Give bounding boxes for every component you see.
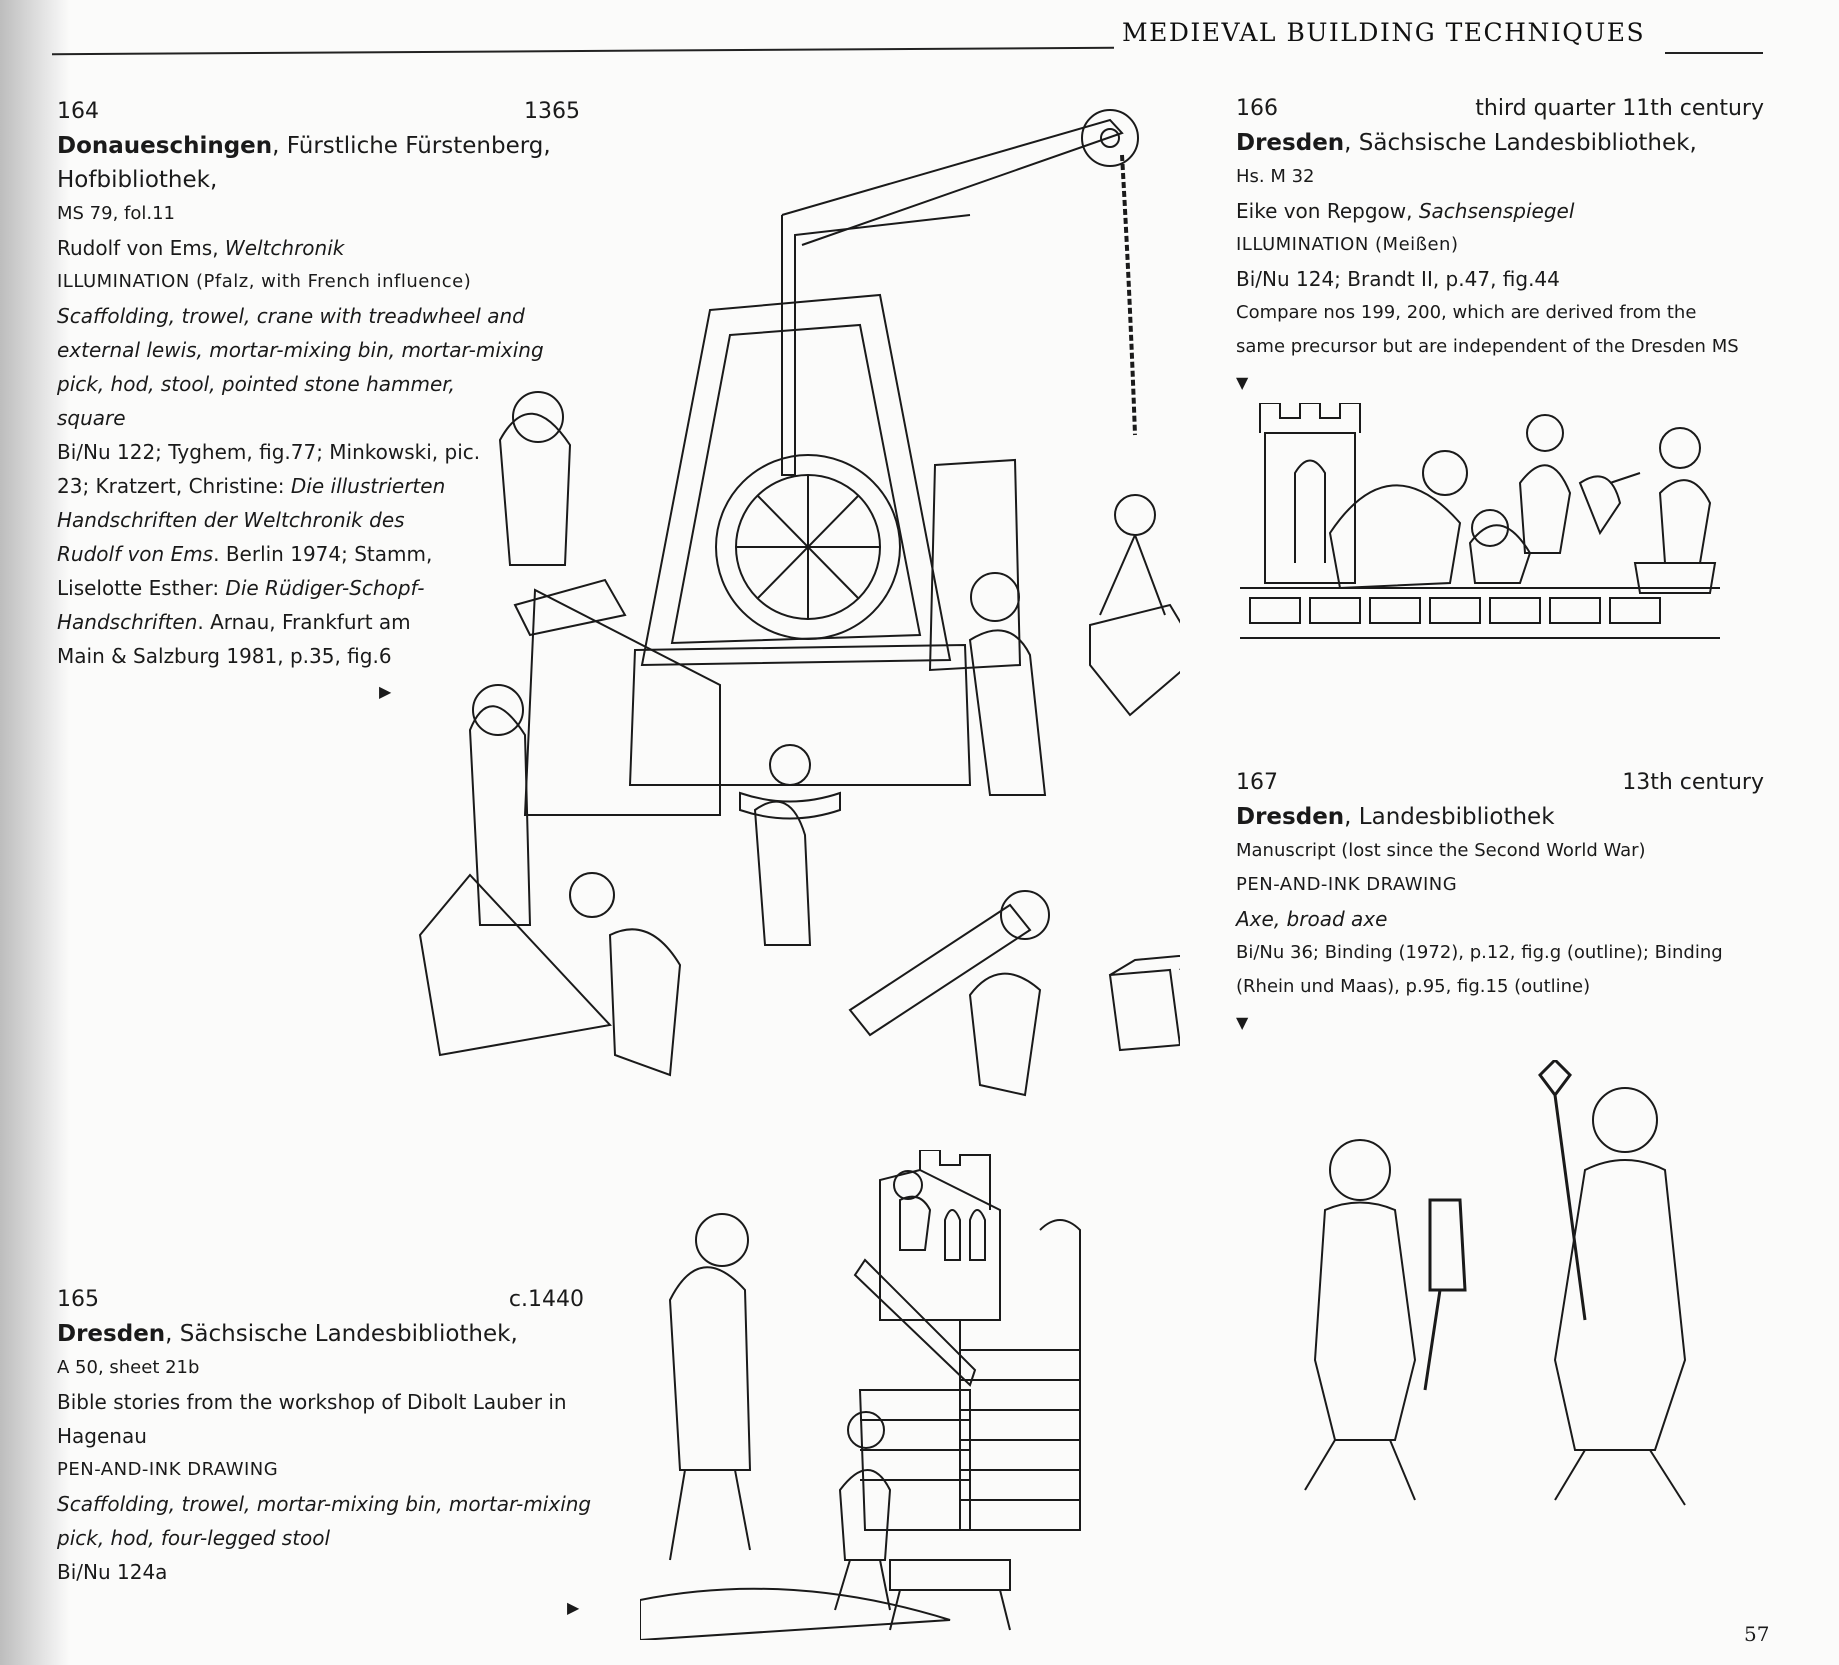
header-rule-left [52, 47, 1114, 55]
entry-work-line: Hagenau [57, 1424, 147, 1448]
entry-references: Bi/Nu 124; Brandt II, p.47, fig.44 [1236, 267, 1560, 291]
entry-medium: PEN-AND-INK DRAWING [57, 1459, 279, 1480]
entry-date: 13th century [1622, 770, 1764, 795]
illustration-164-crane [410, 95, 1180, 1125]
entry-number: 167 [1236, 770, 1278, 795]
entry-166 [1236, 92, 1764, 400]
entry-date: c.1440 [508, 1287, 584, 1312]
arrow-down-icon: ▼ [1236, 1013, 1249, 1032]
illustration-166-sachsenspiegel [1240, 403, 1740, 673]
running-header: MEDIEVAL BUILDING TECHNIQUES [1122, 18, 1646, 47]
entry-references-line: Bi/Nu 122; Tyghem, fig.77; Minkowski, pic. [57, 440, 481, 464]
entry-work: Eike von Repgow, Sachsenspiegel [1236, 199, 1575, 223]
axe-figures-drawing [1255, 1060, 1725, 1510]
entry-165 [57, 1283, 592, 1625]
entry-references-line: Handschriften. Arnau, Frankfurt am [57, 610, 411, 634]
entry-note-line: Compare nos 199, 200, which are derived from the [1236, 302, 1697, 323]
entry-keywords-line: Scaffolding, trowel, crane with treadwheel and [57, 304, 525, 328]
entry-keywords-line: square [57, 406, 126, 430]
illustration-165-tower [640, 1150, 1105, 1640]
entry-references: Bi/Nu 124a [57, 1560, 168, 1584]
entry-work: Rudolf von Ems, Weltchronik [57, 236, 345, 260]
entry-location: Dresden, Sächsische Landesbibliothek, [57, 1321, 518, 1347]
entry-references-line: 23; Kratzert, Christine: Die illustrierten [57, 474, 446, 498]
entry-references-line: (Rhein und Maas), p.95, fig.15 (outline) [1236, 976, 1591, 997]
entry-references-line: Main & Salzburg 1981, p.35, fig.6 [57, 644, 392, 668]
entry-date: third quarter 11th century [1475, 96, 1764, 121]
entry-keywords-line: pick, hod, four-legged stool [57, 1526, 331, 1550]
entry-location: Dresden, Sächsische Landesbibliothek, [1236, 130, 1697, 156]
entry-keywords-line: Scaffolding, trowel, mortar-mixing bin, mortar-mixing [57, 1492, 592, 1516]
entry-167 [1236, 766, 1764, 1040]
entry-shelfmark: Manuscript (lost since the Second World War) [1236, 840, 1646, 861]
entry-medium: PEN-AND-INK DRAWING [1236, 874, 1458, 895]
entry-keywords-line: external lewis, mortar-mixing bin, mortar-mixing [57, 338, 544, 362]
entry-city: Donaueschingen [57, 133, 273, 159]
entry-shelfmark: Hs. M 32 [1236, 166, 1315, 187]
entry-keywords: Axe, broad axe [1236, 907, 1388, 931]
entry-location: Donaueschingen, Fürstliche Fürstenberg, [57, 133, 551, 159]
entry-city: Dresden [1236, 804, 1345, 830]
entry-work-line: Bible stories from the workshop of Dibolt Lauber in [57, 1390, 567, 1414]
entry-references-line: Handschriften der Weltchronik des [57, 508, 405, 532]
entry-medium: ILLUMINATION (Pfalz, with French influence) [57, 271, 472, 292]
crane-drawing [410, 95, 1180, 1125]
entry-references-line: Liselotte Esther: Die Rüdiger-Schopf- [57, 576, 425, 600]
entry-references-line: Rudolf von Ems. Berlin 1974; Stamm, [57, 542, 433, 566]
page-number: 57 [1744, 1622, 1770, 1646]
entry-medium: ILLUMINATION (Meißen) [1236, 234, 1459, 255]
arrow-right-icon: ▶ [379, 682, 392, 701]
entry-number: 166 [1236, 96, 1278, 121]
arrow-right-icon: ▶ [567, 1598, 580, 1617]
entry-note-line: same precursor but are independent of the Dresden MS [1236, 336, 1739, 357]
entry-location: Dresden, Landesbibliothek [1236, 804, 1555, 830]
entry-number: 164 [57, 99, 99, 124]
illustration-167-axe-figures [1255, 1060, 1725, 1510]
arrow-down-icon: ▼ [1236, 373, 1249, 392]
header-rule-right [1665, 52, 1763, 54]
entry-city: Dresden [1236, 130, 1345, 156]
entry-city: Dresden [57, 1321, 166, 1347]
entry-number: 165 [57, 1287, 99, 1312]
entry-references-line: Bi/Nu 36; Binding (1972), p.12, fig.g (outline); Binding [1236, 942, 1723, 963]
entry-keywords-line: pick, hod, stool, pointed stone hammer, [57, 372, 456, 396]
sachsenspiegel-drawing [1240, 403, 1740, 673]
entry-location-cont: Hofbibliothek, [57, 167, 218, 193]
entry-shelfmark: MS 79, fol.11 [57, 203, 176, 224]
entry-shelfmark: A 50, sheet 21b [57, 1357, 200, 1378]
entry-date: 1365 [524, 99, 580, 124]
tower-drawing [640, 1150, 1105, 1640]
